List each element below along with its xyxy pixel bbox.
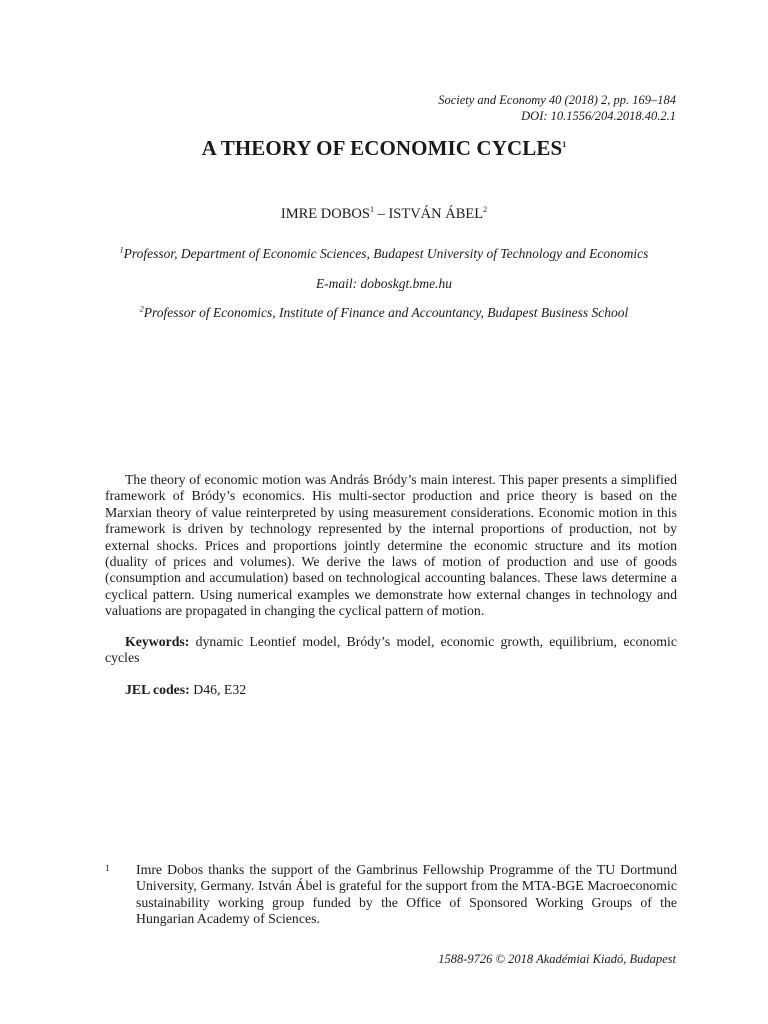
- title-footnote-mark: 1: [562, 140, 567, 149]
- abstract-paragraph: The theory of economic motion was András Bródy’s main interest. This paper presents a simplified framework of Bródy’s economics. His multi-sector production and price theory is based on the Marxian theory of value reinterpreted by using measurement considerations. Economic motion in this framework is driven by technology represented by the internal proportions of production, not by external shocks. Prices and proportions jointly determine the economic structure and its motion (duality of prices and volumes). We derive the laws of motion of production and use of goods (consumption and accumulation) based on technological accounting balances. These laws determine a cyclical pattern. Using numerical examples we demonstrate how external changes in technology and valuations are propagated in changing the cyclical pattern of motion.: [105, 472, 677, 619]
- author-line: [0, 206, 768, 223]
- footnote-mark: 1: [105, 863, 110, 873]
- author-1-mark: 1: [369, 205, 374, 215]
- paper-title: [0, 136, 768, 161]
- author-1-name: IMRE DOBOS: [280, 206, 370, 222]
- jel-label: JEL codes:: [125, 682, 190, 697]
- doi-line: DOI: 10.1556/204.2018.40.2.1: [521, 109, 676, 123]
- journal-citation: Society and Economy 40 (2018) 2, pp. 169–184: [438, 93, 676, 107]
- footnote-text: Imre Dobos thanks the support of the Gambrinus Fellowship Programme of the TU Dortmund University, Germany. István Ábel is grateful for the support from the MTA-BGE Macroeconomic sustainability working group funded by the Office of Sponsored Working Groups of the Hungarian Academy of Sciences.: [136, 862, 677, 927]
- author-email: [0, 276, 768, 292]
- author-separator: –: [373, 206, 389, 222]
- jel-codes-line: [105, 682, 677, 698]
- affiliation-2: [0, 305, 768, 321]
- footnote: [105, 862, 677, 928]
- author-2-name: ISTVÁN ÁBEL: [388, 206, 484, 222]
- author-2-mark: 2: [483, 205, 488, 215]
- affiliation-1: [0, 246, 768, 262]
- affiliation-1-mark: 1: [119, 245, 124, 255]
- keywords-text: dynamic Leontief model, Bródy’s model, economic growth, equilibrium, economic cycles: [105, 634, 677, 666]
- paper-title-text: A THEORY OF ECONOMIC CYCLES: [201, 136, 563, 160]
- affiliation-2-mark: 2: [139, 304, 144, 314]
- email-text: E-mail: doboskgt.bme.hu: [315, 276, 453, 291]
- jel-text: D46, E32: [189, 682, 247, 697]
- keywords-line: [105, 634, 677, 667]
- keywords-label: Keywords:: [125, 634, 190, 649]
- affiliation-2-text: Professor of Economics, Institute of Finance and Accountancy, Budapest Business School: [143, 305, 629, 320]
- journal-header: [438, 92, 676, 124]
- affiliation-1-text: Professor, Department of Economic Sciences, Budapest University of Technology and Economics: [123, 246, 649, 261]
- page-footer: 1588-9726 © 2018 Akadémiai Kiadó, Budapest: [438, 952, 676, 966]
